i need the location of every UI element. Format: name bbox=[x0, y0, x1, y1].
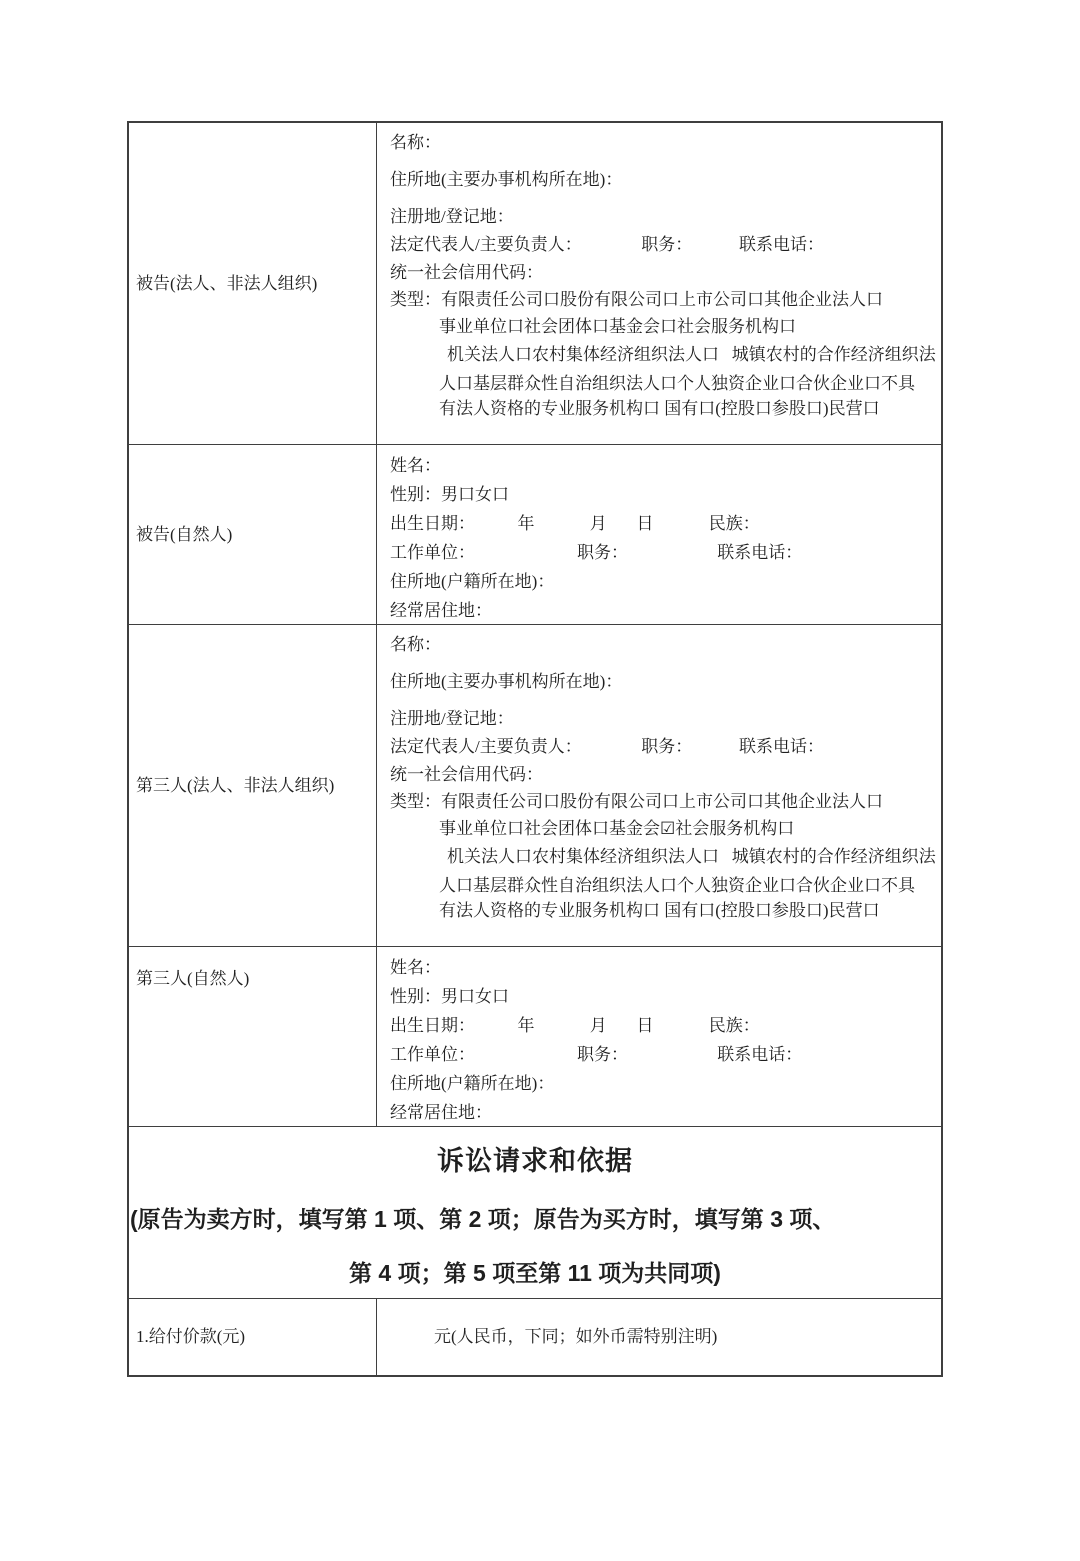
row-label-defendant-natural-person bbox=[129, 445, 377, 624]
field-type-options-line-4: 人口基层群众性自治组织法人口个人独资企业口合伙企业口不具 bbox=[439, 876, 915, 895]
field-type-options-line-5: 有法人资格的专业服务机构口 国有口(控股口参股口)民营口 bbox=[439, 901, 880, 920]
field-type-options-line-3: 机关法人口农村集体经济组织法人口 城镇农村的合作经济组织法 bbox=[447, 345, 936, 364]
field-registered-domicile: 住所地(户籍所在地)： bbox=[390, 1074, 555, 1093]
field-type-options-line-1: 类型：有限责任公司口股份有限公司口上市公司口其他企业法人口 bbox=[390, 290, 883, 309]
section-header-claims bbox=[129, 1127, 941, 1298]
row-label-text: 第三人(法人、非法人组织) bbox=[136, 775, 335, 795]
field-registered-domicile: 住所地(户籍所在地)： bbox=[390, 572, 555, 591]
section-note-line-2: 第 4 项；第 5 项至第 11 项为共同项) bbox=[349, 1260, 721, 1286]
row-label-text: 1.给付价款(元) bbox=[136, 1327, 246, 1346]
section-note-line-1: (原告为卖方时，填写第 1 项、第 2 项；原告为买方时，填写第 3 项、 bbox=[130, 1206, 836, 1232]
field-birth-date: 出生日期： 年 月 日 民族： bbox=[390, 1016, 760, 1035]
field-birth-date: 出生日期： 年 月 日 民族： bbox=[390, 514, 760, 533]
field-legal-representative: 法定代表人/主要负责人： 职务： 联系电话： bbox=[390, 737, 824, 756]
third-party-organization-fields bbox=[377, 625, 941, 946]
claim-payment-value-cell bbox=[377, 1299, 941, 1375]
field-type-options-line-2: 事业单位口社会团体口基金会口社会服务机构口 bbox=[439, 317, 796, 336]
field-registered-address: 注册地/登记地： bbox=[390, 207, 514, 226]
row-label-text: 被告(自然人) bbox=[136, 524, 233, 544]
field-full-name: 姓名： bbox=[390, 456, 441, 475]
row-third-party-natural-person bbox=[129, 947, 941, 1127]
defendant-natural-person-fields bbox=[377, 445, 941, 624]
field-type-options-line-5: 有法人资格的专业服务机构口 国有口(控股口参股口)民营口 bbox=[439, 399, 880, 418]
row-label-defendant-organization bbox=[129, 123, 377, 444]
field-name: 名称： bbox=[390, 133, 441, 152]
field-full-name: 姓名： bbox=[390, 958, 441, 977]
field-name: 名称： bbox=[390, 635, 441, 654]
field-employer: 工作单位： 职务： 联系电话： bbox=[390, 543, 803, 562]
field-gender: 性别：男口女口 bbox=[390, 987, 509, 1006]
field-habitual-residence: 经常居住地： bbox=[390, 1103, 492, 1122]
field-type-options-line-2-checked-box: 事业单位口社会团体口基金会☑社会服务机构口 bbox=[439, 819, 795, 838]
row-third-party-organization bbox=[129, 625, 941, 947]
field-domicile: 住所地(主要办事机构所在地)： bbox=[390, 672, 623, 691]
row-label-third-party-natural-person bbox=[129, 947, 377, 1126]
field-type-options-line-1: 类型：有限责任公司口股份有限公司口上市公司口其他企业法人口 bbox=[390, 792, 883, 811]
row-label-text: 第三人(自然人) bbox=[136, 969, 250, 988]
claim-payment-currency-note: 元(人民币，下同；如外币需特别注明) bbox=[434, 1327, 718, 1346]
row-defendant-natural-person bbox=[129, 445, 941, 625]
lawsuit-form-table bbox=[127, 121, 943, 1377]
defendant-organization-fields bbox=[377, 123, 941, 444]
row-claim-payment bbox=[129, 1299, 941, 1375]
row-label-third-party-organization bbox=[129, 625, 377, 946]
field-type-options-line-3: 机关法人口农村集体经济组织法人口 城镇农村的合作经济组织法 bbox=[447, 847, 936, 866]
field-credit-code: 统一社会信用代码： bbox=[390, 765, 543, 784]
row-label-claim-payment bbox=[129, 1299, 377, 1375]
field-employer: 工作单位： 职务： 联系电话： bbox=[390, 1045, 803, 1064]
section-title: 诉讼请求和依据 bbox=[437, 1146, 633, 1176]
field-habitual-residence: 经常居住地： bbox=[390, 601, 492, 620]
row-label-text: 被告(法人、非法人组织) bbox=[136, 273, 318, 293]
field-credit-code: 统一社会信用代码： bbox=[390, 263, 543, 282]
field-domicile: 住所地(主要办事机构所在地)： bbox=[390, 170, 623, 189]
field-legal-representative: 法定代表人/主要负责人： 职务： 联系电话： bbox=[390, 235, 824, 254]
third-party-natural-person-fields bbox=[377, 947, 941, 1126]
field-registered-address: 注册地/登记地： bbox=[390, 709, 514, 728]
field-gender: 性别：男口女口 bbox=[390, 485, 509, 504]
field-type-options-line-4: 人口基层群众性自治组织法人口个人独资企业口合伙企业口不具 bbox=[439, 374, 915, 393]
row-section-header bbox=[129, 1127, 941, 1299]
row-defendant-organization bbox=[129, 123, 941, 445]
